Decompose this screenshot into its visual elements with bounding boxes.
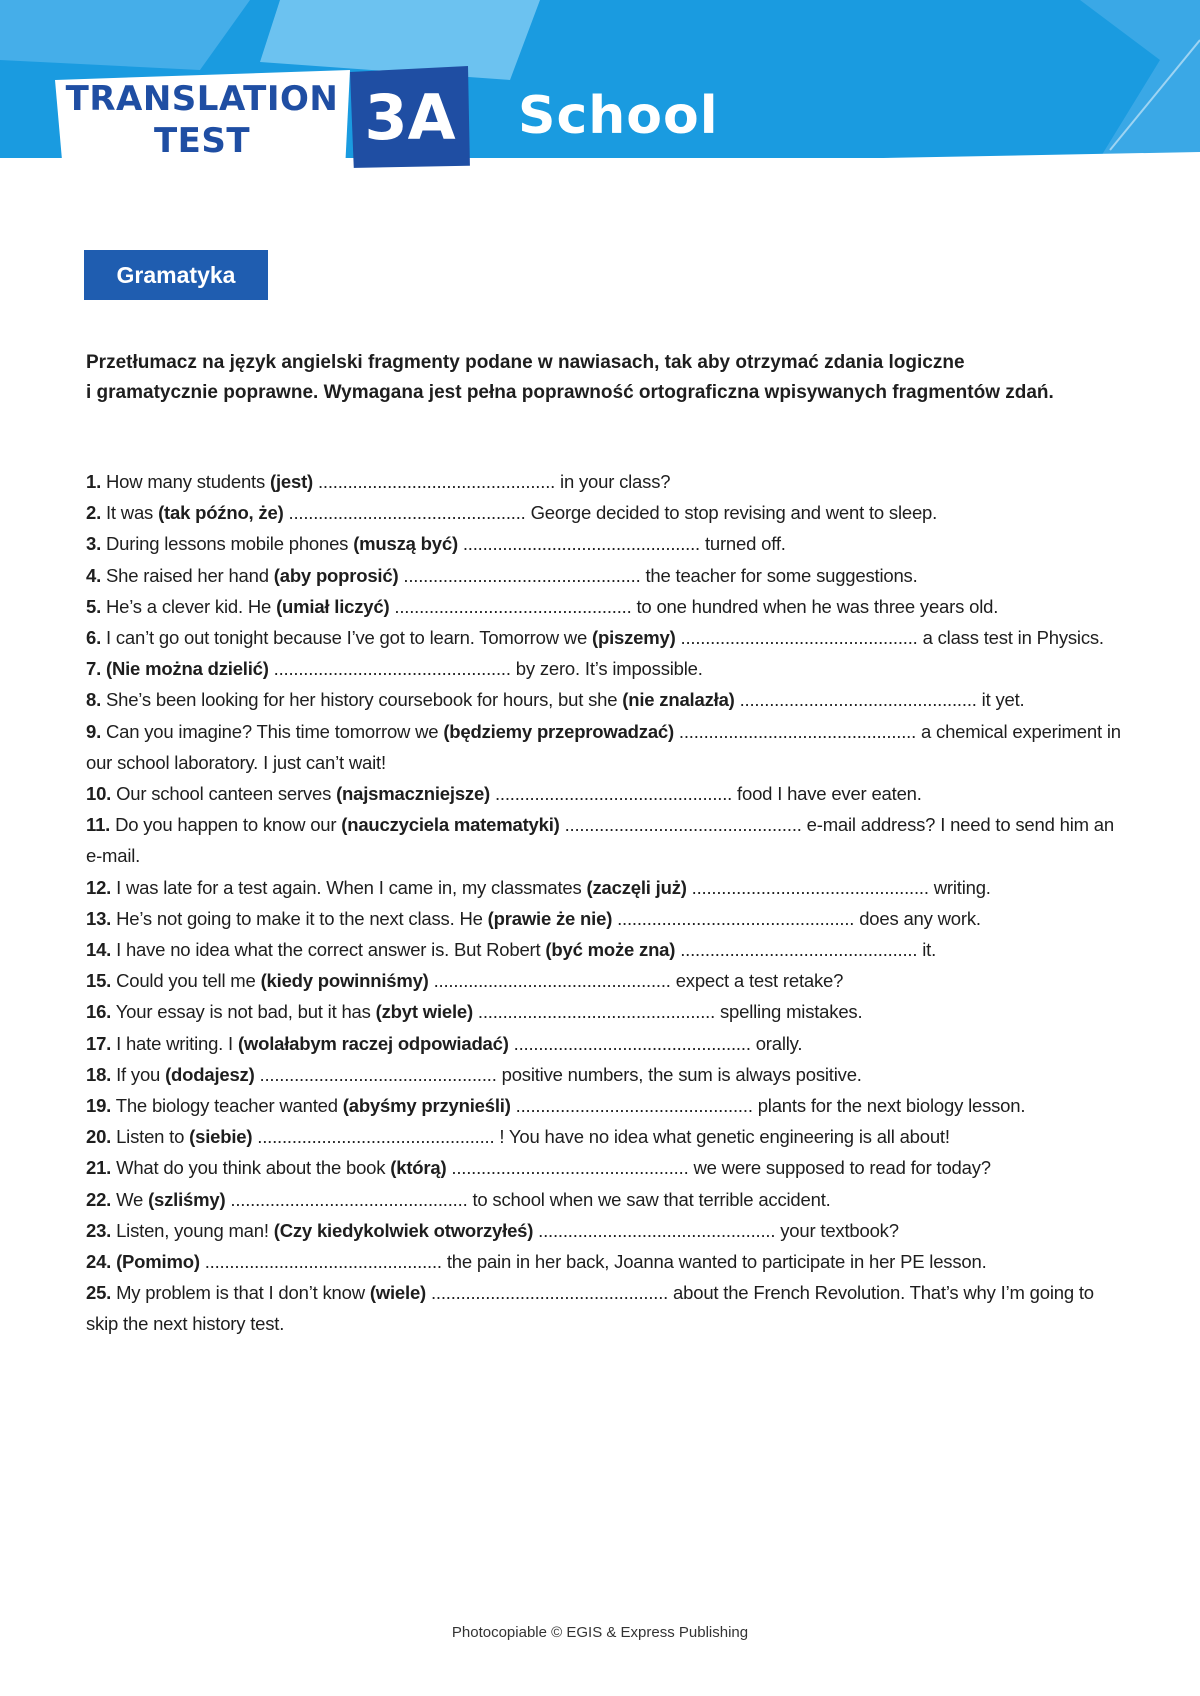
answer-blank[interactable]: ................................................: [564, 814, 802, 836]
sentence-end: in your class?: [560, 471, 671, 492]
exercise-item: [86, 996, 1126, 1027]
exercise-number: 9.: [86, 720, 102, 742]
exercise-item: [86, 560, 1126, 591]
exercise-number: 6.: [86, 627, 102, 649]
polish-cue: (umiał liczyć): [276, 595, 390, 617]
polish-cue: (nauczyciela matematyki): [341, 814, 560, 836]
exercise-item: [86, 1090, 1126, 1121]
polish-cue: (wiele): [369, 1282, 427, 1304]
sentence-start: I can’t go out tonight because I’ve got to learn. Tomorrow we: [105, 627, 588, 649]
sentence-end: a chemical experiment in our school laboratory. I just can’t wait!: [86, 720, 1121, 773]
exercise-number: 20.: [86, 1126, 112, 1148]
exercise-item: [86, 934, 1126, 965]
exercise-number: 19.: [86, 1095, 112, 1117]
sentence-end: George decided to stop revising and went to sleep.: [530, 502, 938, 524]
exercise-item: [86, 1059, 1126, 1090]
sentence-end: by zero. It’s impossible.: [515, 658, 703, 680]
exercise-item: [86, 653, 1126, 684]
polish-cue: (najsmaczniejsze): [336, 783, 491, 805]
answer-blank[interactable]: ................................................: [430, 1282, 669, 1304]
polish-cue: (będziemy przeprowadzać): [443, 720, 674, 742]
exercise-number: 23.: [86, 1219, 112, 1241]
exercise-item: [86, 497, 1126, 528]
exercise-number: 7.: [86, 658, 102, 680]
sentence-end: e-mail address? I need to send him an e-mail.: [86, 814, 1114, 867]
answer-blank[interactable]: ................................................: [538, 1219, 776, 1241]
sentence-start: I was late for a test again. When I came in, my classmates: [116, 876, 582, 898]
exercise-number: 17.: [86, 1032, 112, 1054]
exercise-number: 1.: [86, 471, 102, 492]
sentence-end: to school when we saw that terrible accident.: [472, 1188, 831, 1210]
sentence-end: your textbook?: [780, 1219, 899, 1241]
polish-cue: (Nie można dzielić): [105, 658, 269, 680]
answer-blank[interactable]: ................................................: [394, 595, 632, 617]
sentence-start: Can you imagine? This time tomorrow we: [105, 720, 439, 742]
sentence-end: ! You have no idea what genetic engineering is all about!: [499, 1126, 950, 1148]
sentence-start: He’s not going to make it to the next class. He: [116, 907, 483, 929]
sentence-end: we were supposed to read for today?: [693, 1157, 991, 1179]
polish-cue: (nie znalazła): [622, 689, 735, 711]
exercise-number: 16.: [86, 1001, 112, 1023]
exercise-list: [86, 466, 1126, 1340]
exercise-item: [86, 965, 1126, 996]
answer-blank[interactable]: ................................................: [680, 939, 918, 961]
answer-blank[interactable]: ................................................: [680, 627, 918, 649]
sentence-end: to one hundred when he was three years old.: [636, 595, 999, 617]
test-type-line2: TEST: [153, 121, 251, 161]
polish-cue: (prawie że nie): [487, 907, 613, 929]
polish-cue: (abyśmy przynieśli): [342, 1095, 511, 1117]
polish-cue: (którą): [390, 1157, 447, 1179]
answer-blank[interactable]: ................................................: [230, 1188, 468, 1210]
exercise-number: 21.: [86, 1157, 112, 1179]
exercise-item: [86, 1184, 1126, 1215]
exercise-number: 25.: [86, 1282, 112, 1304]
polish-cue: (Czy kiedykolwiek otworzyłeś): [273, 1219, 534, 1241]
answer-blank[interactable]: ................................................: [739, 689, 977, 711]
answer-blank[interactable]: ................................................: [451, 1157, 689, 1179]
polish-cue: (aby poprosić): [273, 564, 399, 586]
answer-blank[interactable]: ................................................: [515, 1095, 753, 1117]
sentence-start: Do you happen to know our: [115, 814, 337, 836]
sentence-end: food I have ever eaten.: [737, 783, 922, 805]
polish-cue: (zaczęli już): [586, 876, 687, 898]
sentence-end: turned off.: [704, 533, 786, 555]
unit-title: School: [518, 86, 719, 146]
sentence-start: Could you tell me: [116, 970, 256, 992]
exercise-number: 2.: [86, 502, 102, 524]
sentence-start: If you: [116, 1063, 161, 1085]
answer-blank[interactable]: ................................................: [678, 720, 917, 742]
exercise-item: [86, 809, 1126, 871]
sentence-start: She raised her hand: [105, 564, 269, 586]
answer-blank[interactable]: ................................................: [317, 471, 556, 492]
polish-cue: (siebie): [189, 1126, 253, 1148]
unit-code: 3A: [364, 81, 456, 154]
instruction-line-1: Przetłumacz na język angielski fragmenty podane w nawiasach, tak aby otrzymać zdania logiczne: [86, 352, 965, 373]
sentence-end: about the French Revolution. That’s why I’m going to skip the next history test.: [86, 1282, 1094, 1335]
exercise-number: 3.: [86, 533, 102, 555]
exercise-item: [86, 684, 1126, 715]
sentence-start: During lessons mobile phones: [105, 533, 349, 555]
answer-blank[interactable]: ................................................: [433, 970, 671, 992]
footer-copyright: Photocopiable © EGIS & Express Publishing: [451, 1624, 749, 1641]
sentence-end: plants for the next biology lesson.: [757, 1095, 1026, 1117]
exercise-number: 18.: [86, 1063, 112, 1085]
sentence-start: I hate writing. I: [116, 1032, 233, 1054]
exercise-item: [86, 872, 1126, 903]
answer-blank[interactable]: ................................................: [259, 1063, 497, 1085]
instruction-line-2: i gramatycznie poprawne. Wymagana jest pełna poprawność ortograficzna wpisywanych fragmentów zdań.: [86, 382, 1054, 403]
test-type-label: [62, 78, 342, 162]
answer-blank[interactable]: ................................................: [494, 783, 733, 805]
answer-blank[interactable]: ................................................: [513, 1032, 751, 1054]
sentence-start: It was: [105, 502, 154, 524]
section-label: Gramatyka: [84, 250, 268, 300]
sentence-end: does any work.: [859, 907, 981, 929]
exercise-item: [86, 466, 1126, 497]
sentence-start: He’s a clever kid. He: [105, 595, 272, 617]
polish-cue: (kiedy powinniśmy): [260, 970, 429, 992]
polish-cue: (dodajesz): [165, 1063, 255, 1085]
sentence-end: positive numbers, the sum is always positive.: [501, 1063, 862, 1085]
sentence-end: expect a test retake?: [675, 970, 844, 992]
exercise-number: 14.: [86, 939, 112, 961]
exercise-number: 13.: [86, 907, 112, 929]
exercise-item: [86, 1121, 1126, 1152]
answer-blank[interactable]: ................................................: [257, 1126, 495, 1148]
polish-cue: (jest): [270, 471, 313, 492]
polish-cue: (być może zna): [545, 939, 676, 961]
exercise-number: 11.: [86, 814, 111, 836]
sentence-end: it.: [922, 939, 937, 961]
exercise-number: 5.: [86, 595, 102, 617]
sentence-end: the pain in her back, Joanna wanted to participate in her PE lesson.: [446, 1251, 987, 1273]
sentence-start: We: [116, 1188, 144, 1210]
answer-blank[interactable]: ................................................: [617, 907, 855, 929]
answer-blank[interactable]: ................................................: [691, 876, 929, 898]
sentence-end: orally.: [755, 1032, 803, 1054]
sentence-end: the teacher for some suggestions.: [645, 564, 918, 586]
polish-cue: (piszemy): [592, 627, 676, 649]
sentence-start: How many students: [105, 471, 266, 492]
sentence-start: Listen to: [116, 1126, 185, 1148]
answer-blank[interactable]: ................................................: [273, 658, 511, 680]
sentence-start: My problem is that I don’t know: [116, 1282, 365, 1304]
answer-blank[interactable]: ................................................: [477, 1001, 716, 1023]
sentence-start: The biology teacher wanted: [115, 1095, 338, 1117]
exercise-item: [86, 1277, 1126, 1339]
exercise-item: [86, 528, 1126, 559]
sentence-end: a class test in Physics.: [922, 627, 1104, 649]
instruction-text: [86, 348, 1146, 408]
sentence-end: it yet.: [981, 689, 1025, 711]
exercise-item: [86, 1028, 1126, 1059]
exercise-item: [86, 1152, 1126, 1183]
exercise-number: 4.: [86, 564, 102, 586]
sentence-start: Your essay is not bad, but it has: [115, 1001, 371, 1023]
answer-blank[interactable]: ................................................: [462, 533, 700, 555]
sentence-start: She’s been looking for her history coursebook for hours, but she: [105, 689, 618, 711]
polish-cue: (tak późno, że): [158, 502, 284, 524]
exercise-item: [86, 1246, 1126, 1277]
exercise-item: [86, 622, 1126, 653]
answer-blank[interactable]: ................................................: [204, 1251, 442, 1273]
sentence-end: writing.: [933, 876, 991, 898]
sentence-start: I have no idea what the correct answer is. But Robert: [116, 939, 541, 961]
exercise-item: [86, 903, 1126, 934]
sentence-start: What do you think about the book: [116, 1157, 386, 1179]
sentence-start: Listen, young man!: [116, 1219, 269, 1241]
exercise-item: [86, 716, 1126, 778]
sentence-start: Our school canteen serves: [116, 783, 332, 805]
exercise-item: [86, 778, 1126, 809]
polish-cue: (zbyt wiele): [375, 1001, 473, 1023]
exercise-item: [86, 591, 1126, 622]
exercise-number: 8.: [86, 689, 102, 711]
exercise-number: 24.: [86, 1251, 112, 1273]
test-type-line1: TRANSLATION: [65, 79, 339, 119]
exercise-item: [86, 1215, 1126, 1246]
polish-cue: (wolałabym raczej odpowiadać): [237, 1032, 509, 1054]
exercise-number: 15.: [86, 970, 112, 992]
header-banner: [0, 0, 1200, 190]
exercise-number: 12.: [86, 876, 112, 898]
answer-blank[interactable]: ................................................: [403, 564, 641, 586]
polish-cue: (szliśmy): [148, 1188, 226, 1210]
sentence-end: spelling mistakes.: [720, 1001, 863, 1023]
answer-blank[interactable]: ................................................: [288, 502, 526, 524]
exercise-number: 22.: [86, 1188, 112, 1210]
polish-cue: (Pomimo): [116, 1251, 200, 1273]
polish-cue: (muszą być): [353, 533, 458, 555]
exercise-number: 10.: [86, 783, 112, 805]
